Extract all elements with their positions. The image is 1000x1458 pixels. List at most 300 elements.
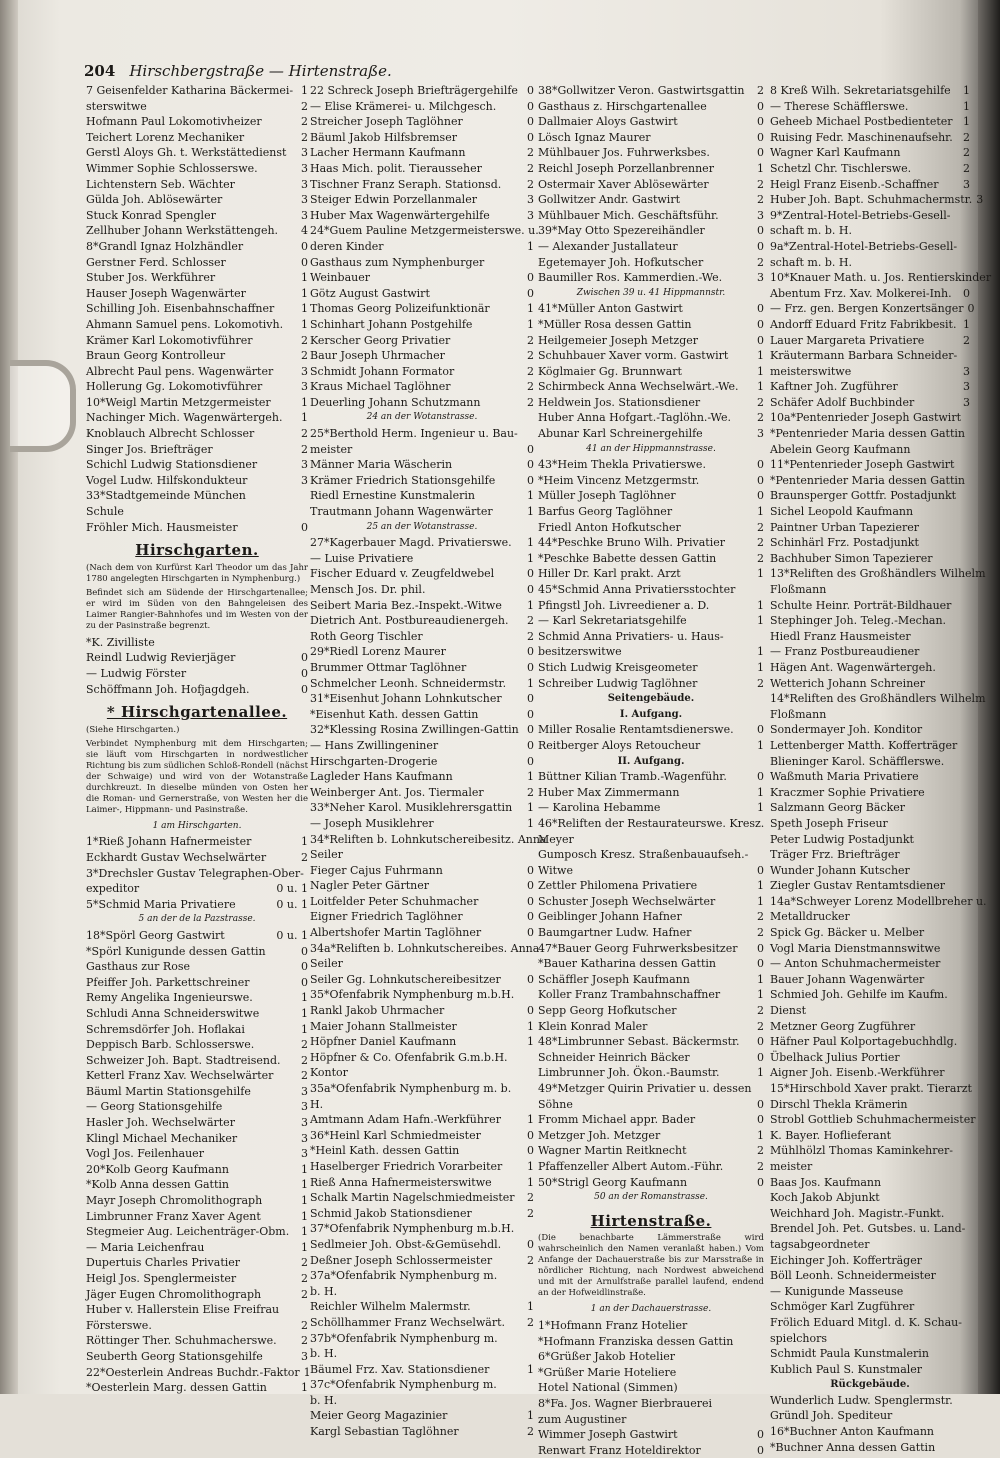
entry-text: Lichtenstern Seb. Wächter <box>86 177 235 191</box>
entry-text: Klein Konrad Maler <box>538 1019 648 1033</box>
directory-entry <box>86 897 308 913</box>
floor-number: 1 <box>963 84 970 97</box>
entry-text: 7 Geisenfelder Katharina Bäckermei- <box>86 84 294 97</box>
floor-number <box>760 1081 764 1097</box>
directory-entry <box>310 1112 534 1128</box>
directory-entry <box>310 130 534 146</box>
entry-text: Heldwein Jos. Stationsdiener <box>538 395 701 409</box>
corner-pointer: 1 an der Dachauerstrasse. <box>590 1304 712 1315</box>
floor-number: 0 u. 1 <box>276 897 308 911</box>
floor-number <box>760 1365 764 1381</box>
floor-number <box>966 473 970 489</box>
floor-number: 2 <box>527 614 534 628</box>
entry-text: Wagner Karl Kaufmann <box>770 146 901 160</box>
directory-entry <box>538 722 764 738</box>
floor-number: 2 <box>963 146 970 160</box>
floor-number: 0 u. 1 <box>276 928 308 942</box>
floor-number: 2 <box>301 1069 308 1083</box>
entry-text: Schöffmann Joh. Hofjagdgeh. <box>86 682 250 696</box>
directory-entry <box>770 301 975 317</box>
entry-text: Schuster Joseph Wechselwärter <box>538 894 716 908</box>
floor-number <box>530 956 534 972</box>
floor-number <box>966 613 970 629</box>
directory-entry <box>538 816 764 832</box>
directory-entry <box>538 941 764 957</box>
entry-text: — Franz Postbureaudiener <box>770 645 920 659</box>
directory-entry <box>538 208 764 224</box>
entry-text: Singer Jos. Briefträger <box>86 442 213 456</box>
entry-text: Reitberger Aloys Retoucheur <box>538 738 701 752</box>
entry-text: Bäuml Martin Stationsgehilfe <box>86 1084 251 1098</box>
entry-text: Speth Joseph Friseur <box>770 816 888 830</box>
directory-entry <box>310 941 540 957</box>
floor-number: 0 <box>527 442 534 456</box>
entry-text: Schludi Anna Schneiderswitwe <box>86 1006 260 1020</box>
entry-text: 50*Strigl Georg Kaufmann <box>538 1175 688 1189</box>
directory-entry <box>86 1271 308 1287</box>
floor-number <box>530 1346 534 1362</box>
entry-text: — Ludwig Förster <box>86 667 187 680</box>
building-subheading: I. Aufgang. <box>619 708 683 720</box>
directory-entry <box>770 1268 970 1284</box>
directory-entry <box>86 1333 308 1349</box>
floor-number: 0 u. 1 <box>276 882 308 896</box>
entry-text: Roth Georg Tischler <box>310 629 423 643</box>
floor-number: 1 <box>301 302 308 316</box>
floor-number: 1 <box>301 1022 308 1036</box>
floor-number: 1 <box>527 505 534 519</box>
directory-entry <box>538 925 764 941</box>
entry-text: 37*Ofenfabrik Nymphenburg m.b.H. <box>310 1222 515 1236</box>
floor-number <box>304 1302 308 1318</box>
floor-number <box>966 722 970 738</box>
floor-number <box>966 223 970 239</box>
floor-number: 1 <box>301 1240 308 1254</box>
floor-number: 2 <box>527 349 534 363</box>
floor-number: 2 <box>301 99 308 113</box>
directory-entry <box>86 1224 308 1240</box>
directory-entry <box>310 1237 534 1253</box>
floor-number: 3 <box>963 364 970 378</box>
directory-entry <box>538 317 764 333</box>
floor-number: 1 <box>527 489 534 503</box>
directory-entry <box>86 975 308 991</box>
floor-number <box>760 1396 764 1412</box>
entry-text: 45*Schmid Anna Privatiersstochter <box>538 583 736 596</box>
entry-text: 27*Kagerbauer Magd. Privatierswe. <box>310 536 512 550</box>
entry-text: *Grüßer Marie Hoteliere <box>538 1365 677 1379</box>
directory-entry <box>310 707 534 723</box>
entry-text: Lettenberger Matth. Kofferträger <box>770 738 958 752</box>
directory-entry <box>770 551 970 567</box>
directory-entry <box>770 832 970 848</box>
floor-number <box>966 535 970 551</box>
directory-entry <box>86 177 308 193</box>
building-subheading: II. Aufgang. <box>617 755 685 767</box>
directory-entry <box>310 239 534 255</box>
directory-entry <box>310 301 534 317</box>
entry-text: Dirschl Thekla Krämerin <box>770 1097 908 1111</box>
floor-number <box>966 707 970 723</box>
page-number: 204 <box>84 62 116 80</box>
entry-text: Reindl Ludwig Revierjäger <box>86 651 236 665</box>
directory-entry <box>538 800 764 816</box>
floor-number: 1 <box>301 835 308 849</box>
entry-text: Schilling Joh. Eisenbahnschaffner <box>86 302 275 316</box>
directory-entry <box>310 925 534 941</box>
street-note: (Die benachbarte Lämmerstraße wird wahrscheinlich den Namen veranlaßt haben.) Vom Anfange der Dachauerstraße bis zur Marsstraße in nördlicher Richtung, nach Nordwest abweichend und mit der Arnulfstraße parallel laufend, endend an der Hofweidlinstraße. <box>538 1233 764 1299</box>
directory-entry <box>770 442 970 458</box>
directory-entry <box>86 1193 308 1209</box>
directory-entry <box>770 566 986 582</box>
entry-text: Lacher Hermann Kaufmann <box>310 146 466 160</box>
directory-entry <box>310 1065 534 1081</box>
floor-number: 1 <box>757 738 764 752</box>
floor-number: 1 <box>757 614 764 628</box>
entry-text: Schöllhammer Franz Wechselwärt. <box>310 1315 506 1329</box>
floor-number: 0 <box>757 1443 764 1457</box>
entry-text: Huber Anna Hofgart.-Taglöhn.-We. <box>538 411 731 425</box>
floor-number: 2 <box>757 536 764 550</box>
floor-number: 3 <box>301 146 308 160</box>
entry-text: Schinhärl Frz. Postadjunkt <box>770 536 919 550</box>
floor-number <box>966 629 970 645</box>
floor-number: 2 <box>757 395 764 409</box>
entry-text: Schmelcher Leonh. Schneidermstr. <box>310 676 507 690</box>
directory-entry <box>310 442 534 458</box>
directory-entry <box>310 255 534 271</box>
floor-number: 1 <box>527 536 534 550</box>
floor-number: 0 <box>527 286 534 300</box>
floor-number <box>304 488 308 504</box>
entry-text: Stephinger Joh. Teleg.-Mechan. <box>770 614 947 628</box>
floor-number: 3 <box>301 364 308 378</box>
floor-number: 0 <box>757 317 764 331</box>
directory-entry <box>86 1115 308 1131</box>
directory-entry <box>86 635 308 651</box>
entry-text: Koch Jakob Abjunkt <box>770 1191 880 1205</box>
floor-number: 1 <box>527 1019 534 1033</box>
entry-text: expeditor <box>86 882 140 896</box>
column-2 <box>310 83 547 1439</box>
floor-number: 0 <box>527 99 534 113</box>
entry-text: Gerstl Aloys Gh. t. Werkstättedienst <box>86 146 287 160</box>
directory-entry <box>538 1443 764 1458</box>
entry-text: Huber Max Zimmermann <box>538 785 680 799</box>
directory-entry <box>770 629 970 645</box>
floor-number: 0 <box>757 941 764 955</box>
floor-number: 0 <box>527 130 534 144</box>
entry-text: Deppisch Barb. Schlosserswe. <box>86 1038 255 1052</box>
floor-number: 1 <box>527 1300 534 1314</box>
floor-number: 2 <box>757 1004 764 1018</box>
directory-entry <box>538 130 764 146</box>
directory-entry <box>310 114 534 130</box>
directory-entry <box>770 145 970 161</box>
entry-text: Steiger Edwin Porzellanmaler <box>310 193 477 207</box>
entry-text: Huber Joh. Bapt. Schuhmachermstr. <box>770 193 973 207</box>
directory-entry <box>310 1159 534 1175</box>
floor-number: 1 <box>301 1162 308 1176</box>
entry-text: *K. Zivilliste <box>86 635 155 649</box>
directory-entry <box>86 161 308 177</box>
directory-entry <box>770 286 970 302</box>
directory-entry <box>538 863 764 879</box>
street-note: Befindet sich am Südende der Hirschgartenallee; er wird im Süden von den Bahngeleisen des Laimer Rangier-Bahnhofes und im Westen von der zu der Pasinstraße begrenzt. <box>86 587 308 631</box>
directory-entry <box>310 99 534 115</box>
entry-text: tagsabgeordneter <box>770 1237 870 1251</box>
entry-text: — Luise Privatiere <box>310 551 414 565</box>
directory-entry <box>770 1190 970 1206</box>
directory-entry <box>86 1240 308 1256</box>
entry-text: Fischer Eduard v. Zeugfeldwebel <box>310 567 495 581</box>
floor-number <box>966 987 970 1003</box>
entry-text: Übelhack Julius Portier <box>770 1050 900 1064</box>
floor-number <box>530 1081 534 1097</box>
floor-number <box>966 644 970 660</box>
directory-entry <box>310 1190 534 1206</box>
directory-entry <box>538 1175 764 1191</box>
floor-number: 2 <box>527 1315 534 1329</box>
floor-number <box>966 1362 970 1378</box>
directory-entry <box>538 832 764 848</box>
directory-entry <box>538 1143 764 1159</box>
entry-text: Krämer Friedrich Stationsgehilfe <box>310 473 496 487</box>
directory-entry <box>86 881 308 897</box>
floor-number: 2 <box>757 411 764 425</box>
entry-text: Schule <box>86 505 124 519</box>
directory-entry <box>86 650 308 666</box>
directory-entry <box>310 535 534 551</box>
directory-entry <box>770 1284 970 1300</box>
directory-entry <box>310 426 534 442</box>
floor-number: 3 <box>301 177 308 191</box>
floor-number: 3 <box>301 1116 308 1130</box>
floor-number: 1 <box>757 988 764 1002</box>
entry-text: Metalldrucker <box>770 910 850 924</box>
directory-entry <box>538 598 764 614</box>
entry-text: 31*Eisenhut Johann Lohnkutscher <box>310 692 502 706</box>
entry-text: Blieninger Karol. Schäfflerswe. <box>770 754 945 768</box>
floor-number <box>760 1334 764 1350</box>
directory-entry <box>770 644 970 660</box>
entry-text: Sepp Georg Hofkutscher <box>538 1004 677 1018</box>
entry-text: Barfus Georg Taglöhner <box>538 505 673 519</box>
floor-number <box>966 1440 970 1456</box>
entry-text: Gülda Joh. Ablösewärter <box>86 193 223 207</box>
entry-text: Geheeb Michael Postbedienteter <box>770 115 953 129</box>
entry-text: Abentum Frz. Xav. Molkerei-Inh. <box>770 286 952 300</box>
floor-number <box>966 972 970 988</box>
directory-entry <box>86 959 308 975</box>
floor-number <box>966 847 970 863</box>
floor-number: 1 <box>527 302 534 316</box>
floor-number <box>975 1112 979 1128</box>
entry-text: Wetterich Johann Schreiner <box>770 676 926 690</box>
entry-text: 24*Guem Pauline Metzgermeisterswe. u. <box>310 224 539 238</box>
entry-text: Wunder Johann Kutscher <box>770 863 910 877</box>
entry-text: Schweizer Joh. Bapt. Stadtreisend. <box>86 1053 281 1067</box>
directory-entry <box>310 956 534 972</box>
directory-entry <box>310 738 534 754</box>
floor-number <box>304 866 308 882</box>
floor-number <box>966 769 970 785</box>
floor-number <box>530 1268 534 1284</box>
entry-text: — Elise Krämerei- u. Milchgesch. <box>310 99 497 113</box>
entry-text: Wagner Martin Reitknecht <box>538 1144 687 1158</box>
directory-entry <box>770 1362 970 1378</box>
floor-number: 3 <box>301 380 308 394</box>
entry-text: Jäger Eugen Chromolithograph <box>86 1287 262 1301</box>
directory-entry <box>538 270 764 286</box>
entry-text: Schremsdörfer Joh. Hoflakai <box>86 1022 245 1036</box>
entry-text: Strobl Gottlieb Schuhmachermeister <box>770 1113 976 1127</box>
directory-entry <box>770 613 970 629</box>
entry-text: Baumiller Ros. Kammerdien.-We. <box>538 271 723 285</box>
entry-text: 37c*Ofenfabrik Nymphenburg m. <box>310 1378 497 1392</box>
entry-text: Koller Franz Trambahnschaffner <box>538 988 721 1002</box>
directory-entry <box>538 255 764 271</box>
entry-text: Stuck Konrad Spengler <box>86 208 216 222</box>
entry-text: 34a*Reliften b. Lohnkutschereibes. Anna <box>310 941 540 955</box>
entry-text: Heigl Jos. Spenglermeister <box>86 1272 237 1285</box>
entry-text: 6*Grüßer Jakob Hotelier <box>538 1350 675 1364</box>
entry-text: Knoblauch Albrecht Schlosser <box>86 427 255 441</box>
directory-entry <box>86 944 308 960</box>
directory-entry <box>770 847 970 863</box>
floor-number: 2 <box>301 349 308 363</box>
directory-entry <box>310 286 534 302</box>
entry-text: Dallmaier Aloys Gastwirt <box>538 115 678 129</box>
directory-entry <box>86 99 308 115</box>
entry-text: Amtmann Adam Hafn.-Werkführer <box>310 1113 501 1127</box>
entry-text: Andorff Eduard Fritz Fabrikbesit. <box>770 317 957 331</box>
floor-number: 0 <box>527 458 534 472</box>
directory-entry <box>86 1037 308 1053</box>
directory-entry <box>770 1206 970 1222</box>
entry-text: H. <box>310 1097 324 1111</box>
entry-text: Abelein Georg Kaufmann <box>770 442 911 456</box>
directory-entry <box>538 878 764 894</box>
entry-text: deren Kinder <box>310 239 384 253</box>
entry-text: Ahmann Samuel pens. Lokomotivh. <box>86 317 284 331</box>
floor-number: 0 <box>527 473 534 487</box>
entry-text: Remy Angelika Ingenieurswe. <box>86 991 253 1005</box>
floor-number: 2 <box>301 115 308 129</box>
floor-number: 1 <box>757 645 764 659</box>
directory-entry <box>770 1034 970 1050</box>
directory-entry <box>538 488 764 504</box>
floor-number: 1 <box>757 364 764 378</box>
directory-entry <box>310 847 534 863</box>
floor-number <box>966 941 970 957</box>
floor-number <box>966 582 970 598</box>
floor-number: 1 <box>301 1225 308 1239</box>
entry-text: 16*Buchner Anton Kaufmann <box>770 1425 935 1439</box>
directory-entry <box>538 582 764 598</box>
floor-number: 2 <box>757 177 764 191</box>
directory-entry <box>310 488 534 504</box>
floor-number: 0 <box>757 1050 764 1064</box>
floor-number <box>966 1003 970 1019</box>
directory-entry <box>86 1365 311 1381</box>
entry-text: schaft m. b. H. <box>770 224 852 238</box>
directory-entry <box>86 239 308 255</box>
entry-text: Baur Joseph Uhrmacher <box>310 349 445 363</box>
floor-number <box>966 1034 970 1050</box>
entry-text: Hollerung Gg. Lokomotivführer <box>86 380 263 394</box>
floor-number: 2 <box>757 926 764 940</box>
floor-number: 1 <box>527 1113 534 1127</box>
entry-text: zum Augustiner <box>538 1412 627 1426</box>
entry-text: Gasthaus zum Nymphenburger <box>310 255 485 269</box>
entry-text: 9*Zentral-Hotel-Betriebs-Gesell- <box>770 208 951 222</box>
floor-number <box>966 1175 970 1191</box>
directory-entry <box>770 1159 970 1175</box>
directory-entry <box>770 208 970 224</box>
floor-number <box>760 1318 764 1334</box>
directory-entry <box>310 1331 534 1347</box>
entry-text: Schmidt Johann Formator <box>310 364 455 378</box>
floor-number <box>966 660 970 676</box>
directory-entry <box>86 1209 308 1225</box>
directory-entry <box>86 1318 308 1334</box>
entry-text: Loitfelder Peter Schuhmacher <box>310 894 479 908</box>
floor-number: 0 <box>527 879 534 893</box>
entry-text: Ketterl Franz Xav. Wechselwärter <box>86 1069 274 1083</box>
floor-number: 3 <box>527 193 534 207</box>
floor-number <box>966 1331 970 1347</box>
floor-number: 0 <box>527 583 534 596</box>
floor-number: 0 <box>757 1097 764 1111</box>
entry-text: Schulte Heinr. Porträt-Bildhauer <box>770 598 952 612</box>
directory-entry <box>770 192 984 208</box>
directory-entry <box>770 520 970 536</box>
floor-number: 2 <box>527 364 534 378</box>
floor-number: 1 <box>757 349 764 363</box>
entry-text: 35a*Ofenfabrik Nymphenburg m. b. <box>310 1082 512 1095</box>
directory-entry <box>86 145 308 161</box>
directory-entry <box>310 754 534 770</box>
entry-text: Huber Max Wagenwärtergehilfe <box>310 208 490 222</box>
directory-entry <box>310 1128 534 1144</box>
floor-number <box>530 1097 534 1113</box>
directory-entry <box>538 192 764 208</box>
entry-text: 32*Klessing Rosina Zwillingen-Gattin <box>310 723 519 737</box>
directory-entry <box>538 847 764 863</box>
floor-number: 0 <box>757 1035 764 1049</box>
directory-entry <box>310 1268 534 1284</box>
entry-text: Bachhuber Simon Tapezierer <box>770 551 933 565</box>
directory-entry <box>770 878 970 894</box>
floor-number <box>966 1299 970 1315</box>
entry-text: Renwart Franz Hoteldirektor <box>538 1443 701 1457</box>
floor-number: 0 <box>527 1144 534 1158</box>
floor-number <box>530 1331 534 1347</box>
directory-entry <box>538 333 764 349</box>
directory-entry <box>310 1315 534 1331</box>
directory-entry <box>538 473 764 489</box>
directory-entry <box>86 1380 308 1396</box>
entry-text: Böll Leonh. Schneidermeister <box>770 1269 936 1283</box>
entry-text: 14a*Schweyer Lorenz Modellbreher u. <box>770 894 987 908</box>
entry-text: 15*Hirschbold Xaver prakt. Tierarzt <box>770 1082 972 1095</box>
directory-entry <box>538 1003 764 1019</box>
floor-number: 1 <box>757 785 764 799</box>
floor-number <box>966 1190 970 1206</box>
entry-text: 35*Ofenfabrik Nymphenburg m.b.H. <box>310 988 515 1002</box>
entry-text: Limbrunner Franz Xaver Agent <box>86 1209 261 1223</box>
